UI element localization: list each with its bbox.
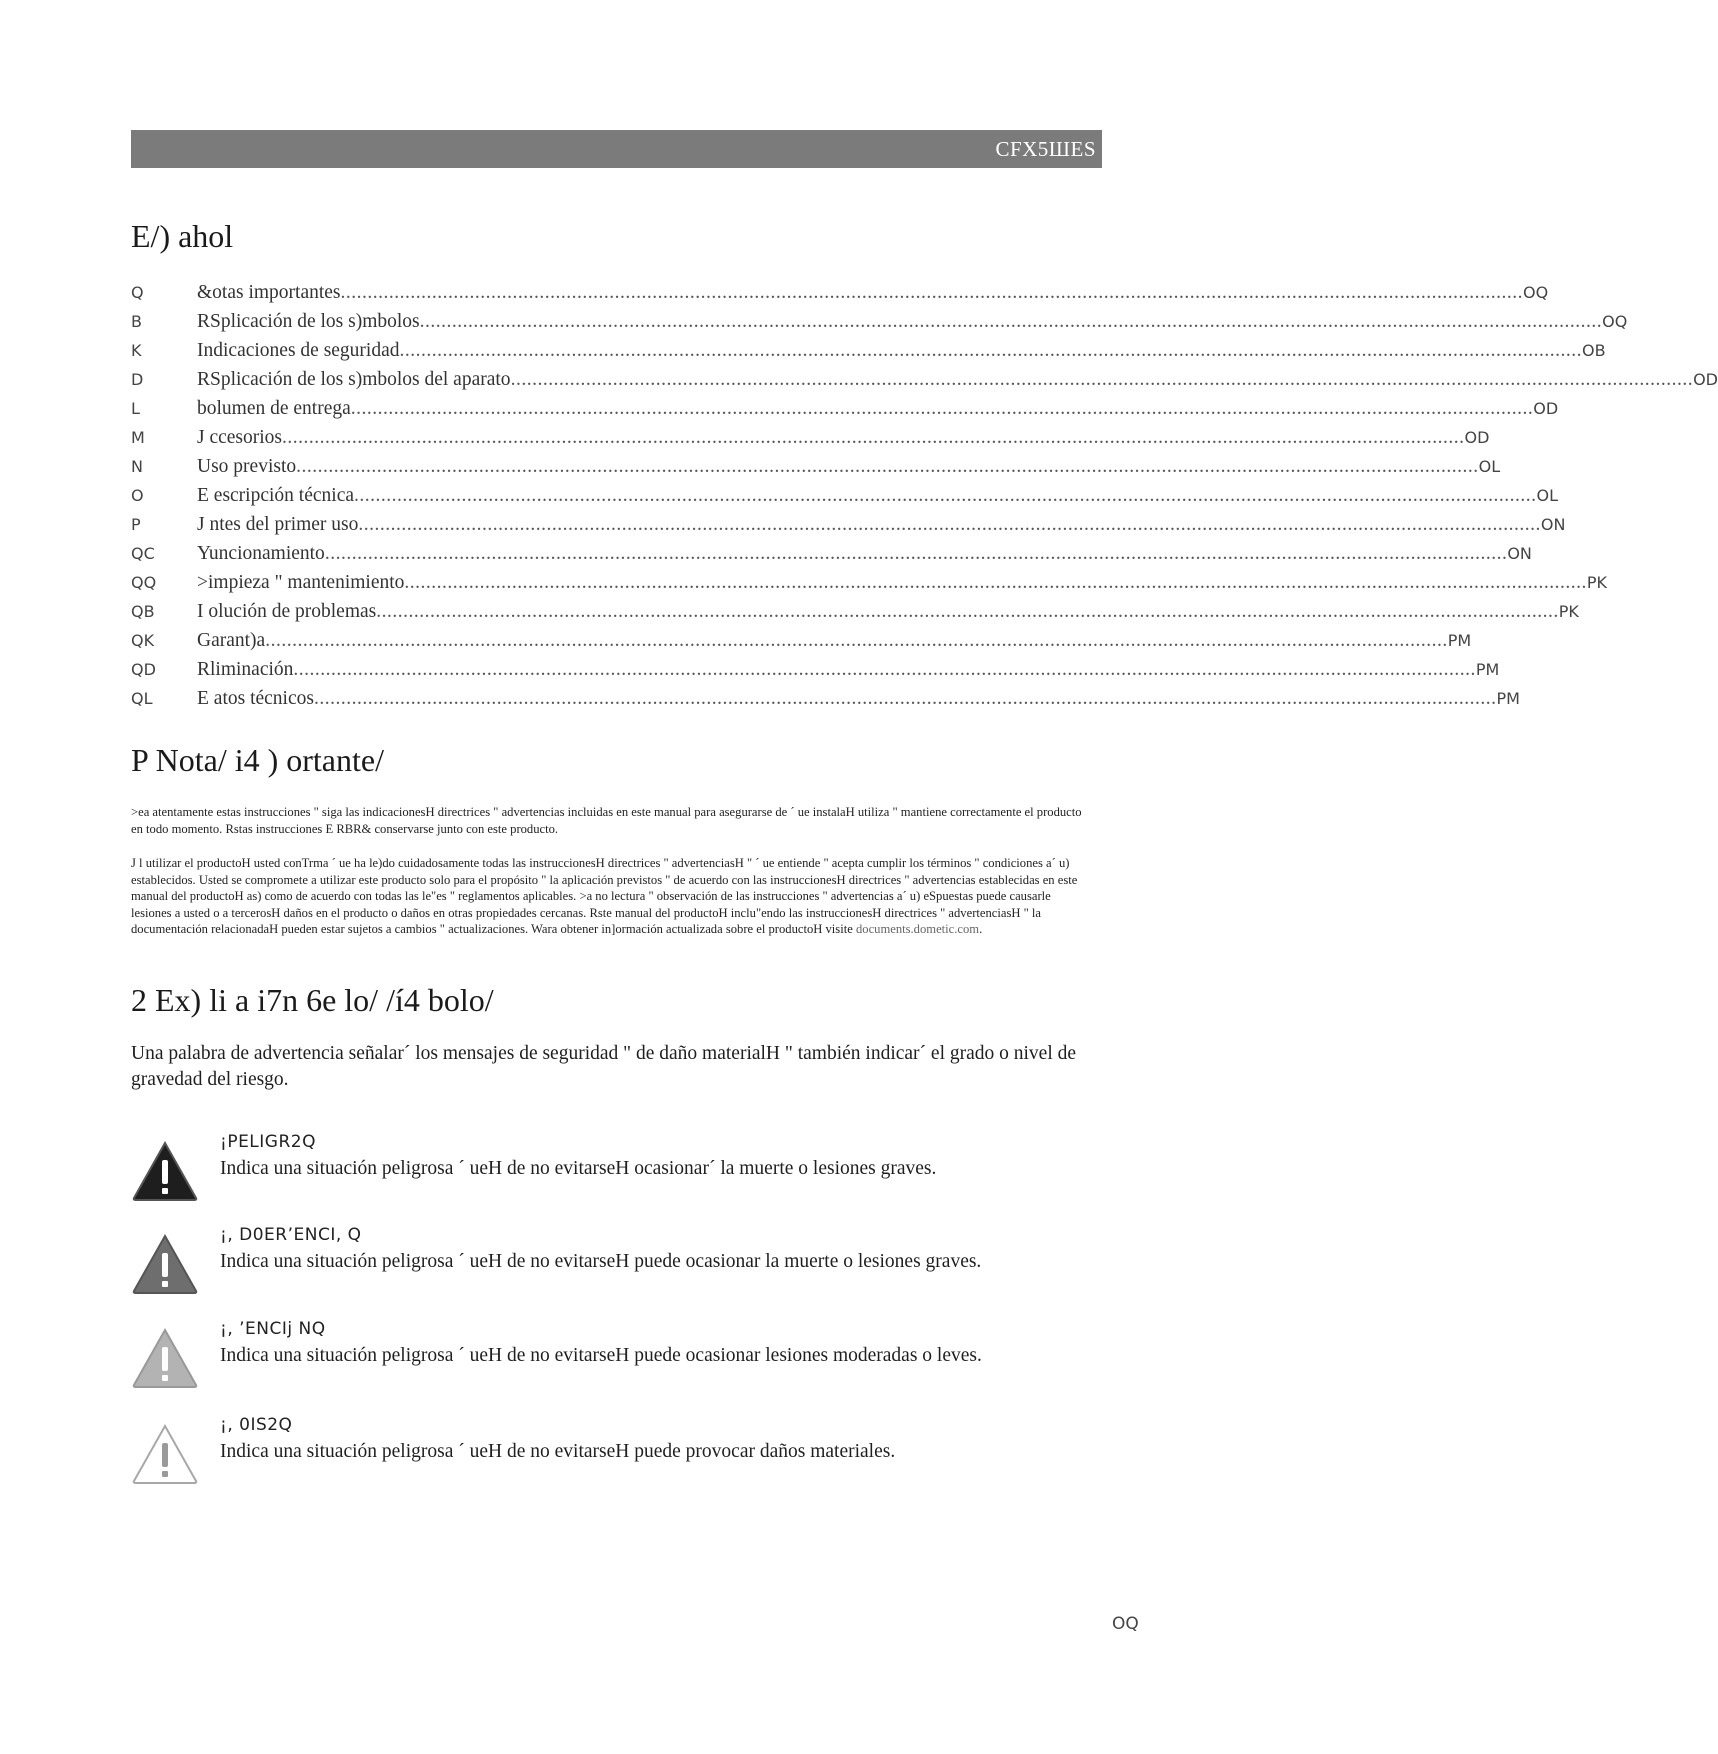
toc-item-page: ON — [1540, 515, 1566, 534]
toc-item-page: OD — [1693, 370, 1718, 389]
toc-item-number: O — [131, 486, 144, 505]
toc-leader-dots: ............................................................................................................................................................................................................................ — [376, 601, 1559, 622]
toc-item-title: I olución de problemas — [197, 601, 377, 622]
toc-item-title: E atos técnicos — [197, 688, 314, 709]
toc-leader-dots: ............................................................................................................................................................................................................................ — [296, 456, 1479, 477]
page-number: OQ — [1112, 1614, 1139, 1634]
warning-entry — [131, 1319, 1091, 1389]
toc-item-number: P — [131, 515, 141, 534]
toc-item-title: RSplicación de los s)mbolos del aparato — [197, 369, 511, 390]
toc-item[interactable] — [131, 311, 1628, 340]
toc-leader-dots: ............................................................................................................................................................................................................................ — [293, 659, 1476, 680]
toc-leader-dots: ............................................................................................................................................................................................................................ — [510, 369, 1694, 390]
warning-label: ¡, D0ER’ENCI, Q — [220, 1225, 362, 1245]
toc-item-number: B — [131, 312, 142, 331]
notes-paragraph-2-end: . — [979, 922, 983, 936]
warning-description: Indica una situación peligrosa ´ ueH de no evitarseH puede ocasionar la muerte o lesiones graves. — [220, 1251, 982, 1272]
toc-item-number: L — [131, 399, 140, 418]
toc-item-number: K — [131, 341, 142, 360]
symbols-title: 2 Ex) li a i7n 6e lo/ /í4 bolo/ — [131, 982, 494, 1018]
toc-item-title: >impieza " mantenimiento — [197, 572, 405, 593]
toc-leader-dots: ............................................................................................................................................................................................................................ — [399, 340, 1583, 361]
danger-icon — [131, 1140, 199, 1202]
toc-item-number: M — [131, 428, 145, 447]
toc-item[interactable] — [131, 543, 1532, 572]
toc-leader-dots: ............................................................................................................................................................................................................................ — [313, 688, 1497, 709]
document-code: CFX5ШES — [995, 137, 1096, 161]
notes-title: P Nota/ i4 ) ortante/ — [131, 742, 384, 778]
warning-entry — [131, 1132, 1091, 1202]
toc-leader-dots: ............................................................................................................................................................................................................................ — [282, 427, 1465, 448]
table-of-contents — [131, 282, 1718, 717]
notes-paragraph-2 — [131, 855, 1093, 938]
toc-item-title: &otas importantes — [197, 282, 341, 303]
toc-item[interactable] — [131, 340, 1606, 369]
notes-paragraph-1: >ea atentamente estas instrucciones " siga las indicacionesH directrices " advertencias incluidas en este manual para asegurarse de ´ ue instalaH utiliza " mantiene correctamente el producto en todo momento. Rstas instrucciones E RBR& conservarse junto con este producto. — [131, 805, 1082, 836]
toc-item-number: QK — [131, 631, 155, 650]
toc-title: E/) ahol — [131, 218, 234, 254]
toc-item-title: RSplicación de los s)mbolos — [197, 311, 420, 332]
toc-item-page: PM — [1475, 660, 1500, 679]
toc-item-page: PM — [1447, 631, 1472, 650]
documentation-link[interactable]: documents.dometic.com — [855, 922, 980, 936]
toc-item[interactable] — [131, 282, 1549, 311]
toc-item-title: bolumen de entrega — [197, 398, 351, 419]
toc-item-page: OQ — [1523, 283, 1549, 302]
warning-label: ¡PELIGR2Q — [220, 1132, 316, 1152]
toc-item[interactable] — [131, 398, 1559, 427]
toc-leader-dots: ............................................................................................................................................................................................................................ — [324, 543, 1508, 564]
toc-item-number: QC — [131, 544, 155, 563]
toc-item[interactable] — [131, 659, 1500, 688]
toc-leader-dots: ............................................................................................................................................................................................................................ — [354, 485, 1537, 506]
toc-item-page: OQ — [1602, 312, 1628, 331]
toc-item-title: J ccesorios — [197, 427, 283, 448]
toc-item[interactable] — [131, 369, 1718, 398]
warning-label: ¡, 0IS2Q — [220, 1415, 293, 1435]
toc-item[interactable] — [131, 456, 1501, 485]
toc-item-title: Rliminación — [197, 659, 294, 680]
toc-item[interactable] — [131, 514, 1566, 543]
warning-icon — [131, 1233, 199, 1295]
warning-description: Indica una situación peligrosa ´ ueH de no evitarseH puede ocasionar lesiones moderadas o leves. — [220, 1345, 982, 1366]
toc-item[interactable] — [131, 427, 1490, 456]
toc-item[interactable] — [131, 630, 1472, 659]
toc-item[interactable] — [131, 572, 1608, 601]
toc-item-page: ON — [1507, 544, 1532, 563]
toc-item[interactable] — [131, 485, 1559, 514]
symbols-intro: Una palabra de advertencia señalar´ los mensajes de seguridad " de daño materialH " también indicar´ el grado o nivel de gravedad del riesgo. — [131, 1043, 1077, 1090]
toc-item-title: Indicaciones de seguridad — [197, 340, 400, 361]
toc-item-title: Uso previsto — [197, 456, 297, 477]
warning-entry — [131, 1415, 1091, 1485]
toc-item-number: N — [131, 457, 143, 476]
toc-leader-dots: ............................................................................................................................................................................................................................ — [265, 630, 1448, 651]
toc-item-page: OL — [1536, 486, 1559, 505]
toc-item-page: PK — [1586, 573, 1608, 592]
toc-item-page: PM — [1496, 689, 1520, 708]
toc-leader-dots: ............................................................................................................................................................................................................................ — [350, 398, 1534, 419]
toc-leader-dots: ............................................................................................................................................................................................................................ — [358, 514, 1541, 535]
header-bar — [131, 130, 1102, 168]
toc-item-number: D — [131, 370, 144, 389]
toc-item-page: OD — [1533, 399, 1559, 418]
toc-item-number: QL — [131, 689, 153, 708]
toc-item-number: Q — [131, 283, 144, 302]
toc-item-number: QB — [131, 602, 155, 621]
toc-item-number: QD — [131, 660, 156, 679]
toc-item-page: OL — [1478, 457, 1501, 476]
toc-item-title: J ntes del primer uso — [197, 514, 359, 535]
caution-icon — [131, 1327, 199, 1389]
toc-leader-dots: ............................................................................................................................................................................................................................ — [340, 282, 1524, 303]
toc-item-number: QQ — [131, 573, 157, 592]
toc-item-title: Garant)a — [197, 630, 266, 651]
toc-item-page: OB — [1582, 341, 1606, 360]
toc-item-title: E escripción técnica — [197, 485, 354, 506]
toc-item[interactable] — [131, 688, 1520, 717]
warning-entry — [131, 1225, 1091, 1295]
toc-leader-dots: ............................................................................................................................................................................................................................ — [419, 311, 1603, 332]
toc-item[interactable] — [131, 601, 1579, 630]
notice-icon — [131, 1423, 199, 1485]
toc-item-title: Yuncionamiento — [197, 543, 325, 564]
toc-item-page: PK — [1558, 602, 1579, 621]
notes-paragraph-2-text: J l utilizar el productoH usted conTrma ´ ue ha le)do cuidadosamente todas las instruccionesH directrices " advertenciasH " ´ ue entiende " acepta cumplir los términos " condiciones a´ u) establecidos. Usted se compromete a utilizar este producto solo para el propósito " la aplicación previstos " de acuerdo con las instruccionesH directrices " advertencias establecidas en este manual del productoH as) como de acuerdo con todas las le"es " reglamentos aplicables. >a no lectura " observación de las instrucciones " advertencias a´ u) eSpuestas puede causarle lesiones a usted o a tercerosH daños en el producto o daños en otras propiedades cercanas. Rste manual del productoH inclu"endo las instruccionesH directrices " advertenciasH " la documentación relacionadaH pueden estar sujetos a cambios " actualizaciones. Wara obtener in]ormación actualizada sobre el productoH visite — [131, 856, 1078, 936]
toc-leader-dots: ............................................................................................................................................................................................................................ — [404, 572, 1587, 593]
toc-item-page: OD — [1464, 428, 1490, 447]
warning-description: Indica una situación peligrosa ´ ueH de no evitarseH puede provocar daños materiales. — [220, 1441, 896, 1462]
warning-description: Indica una situación peligrosa ´ ueH de no evitarseH ocasionar´ la muerte o lesiones graves. — [220, 1158, 937, 1179]
warning-label: ¡, ’ENCIj NQ — [220, 1319, 326, 1339]
